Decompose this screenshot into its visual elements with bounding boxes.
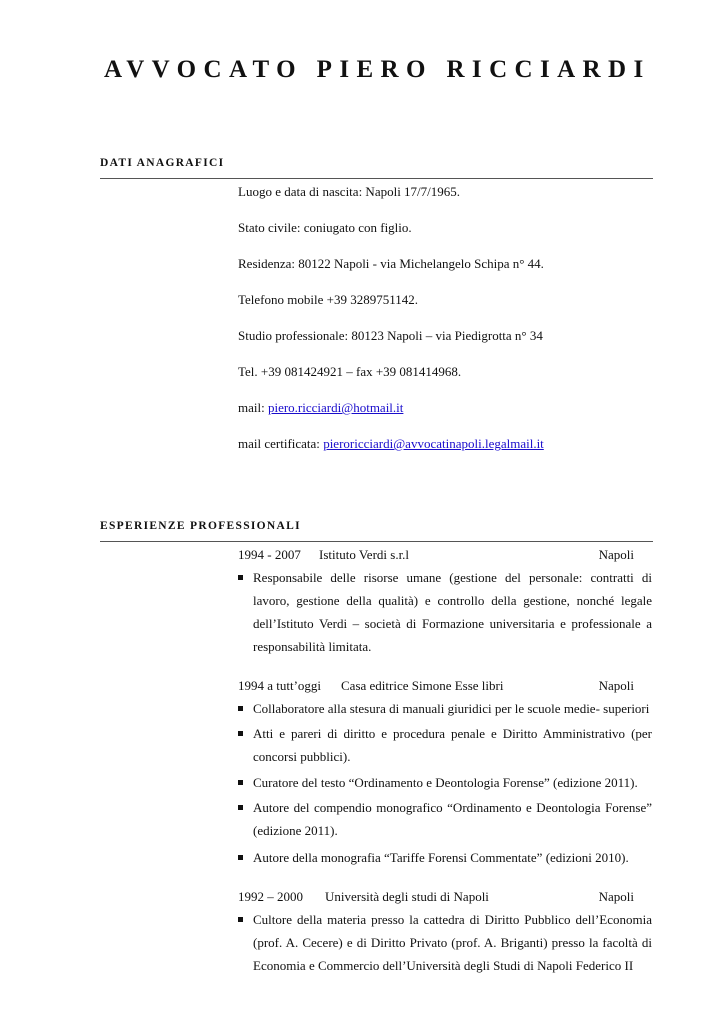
job-bullet (253, 796, 652, 842)
page-title: AVVOCATO PIERO RICCIARDI (104, 56, 651, 83)
job-bullet (253, 908, 652, 977)
bullet-text: Collaboratore alla stesura di manuali giuridici per le scuole medie- superiori (253, 701, 650, 716)
job-organization: Istituto Verdi s.r.l (319, 547, 410, 562)
section-heading-dati-anagrafici: DATI ANAGRAFICI (100, 157, 653, 179)
bullet-text: Atti e pareri di diritto e procedura penale e Diritto Amministrativo (per concorsi pubblici). (253, 726, 652, 764)
job-city: Napoli (598, 678, 634, 693)
bullet-text: Cultore della materia presso la cattedra di Diritto Pubblico dell’Economia (prof. A. Cecere) e di Diritto Privato (prof. A. Briganti) presso la facoltà di Economia e Commercio dell’Università degli Studi di Napoli Federico II (253, 912, 652, 973)
job-bullet (253, 846, 652, 869)
job-period: 1994 - 2007 (238, 547, 301, 562)
job-bullet (253, 697, 652, 720)
email-line (238, 400, 403, 416)
bullet-text: Autore della monografia “Tariffe Forensi Commentate” (edizioni 2010). (253, 850, 629, 865)
job-bullet (253, 722, 652, 768)
email-link[interactable]: piero.ricciardi@hotmail.it (267, 400, 404, 415)
bullet-text: Responsabile delle risorse umane (gestione del personale: contratti di lavoro, gestione della qualità) e controllo della gestione, nonché legale dell’Istituto Verdi – società di Formazione universitaria e professionale a responsabilità limitata. (253, 570, 652, 654)
bullet-square-icon (238, 917, 243, 922)
pec-link[interactable]: pieroricciardi@avvocatinapoli.legalmail.it (323, 436, 544, 451)
job-organization: Università degli studi di Napoli (325, 889, 489, 904)
mobile-phone: Telefono mobile +39 3289751142. (238, 292, 418, 307)
section-heading-esperienze: ESPERIENZE PROFESSIONALI (100, 520, 653, 542)
bullet-square-icon (238, 780, 243, 785)
email-label: mail: (238, 400, 268, 415)
job-bullet (253, 566, 652, 658)
job-organization: Casa editrice Simone Esse libri (341, 678, 504, 693)
pec-line (238, 436, 544, 452)
job-period: 1992 – 2000 (238, 889, 303, 904)
bullet-text: Autore del compendio monografico “Ordinamento e Deontologia Forense” (edizione 2011). (253, 800, 652, 838)
job-period: 1994 a tutt’oggi (238, 678, 322, 693)
bullet-square-icon (238, 731, 243, 736)
bullet-square-icon (238, 855, 243, 860)
job-bullet (253, 771, 652, 794)
office-phone-fax: Tel. +39 081424921 – fax +39 081414968. (238, 364, 462, 379)
birth-info: Luogo e data di nascita: Napoli 17/7/1965. (238, 184, 461, 199)
residence: Residenza: 80122 Napoli - via Michelangelo Schipa n° 44. (238, 256, 544, 271)
bullet-text: Curatore del testo “Ordinamento e Deontologia Forense” (edizione 2011). (253, 775, 638, 790)
bullet-square-icon (238, 706, 243, 711)
job-city: Napoli (598, 889, 634, 904)
marital-status: Stato civile: coniugato con figlio. (238, 220, 412, 235)
bullet-square-icon (238, 805, 243, 810)
job-city: Napoli (598, 547, 634, 562)
bullet-square-icon (238, 575, 243, 580)
pec-label: mail certificata: (238, 436, 324, 451)
office-address: Studio professionale: 80123 Napoli – via Piedigrotta n° 34 (238, 328, 543, 343)
